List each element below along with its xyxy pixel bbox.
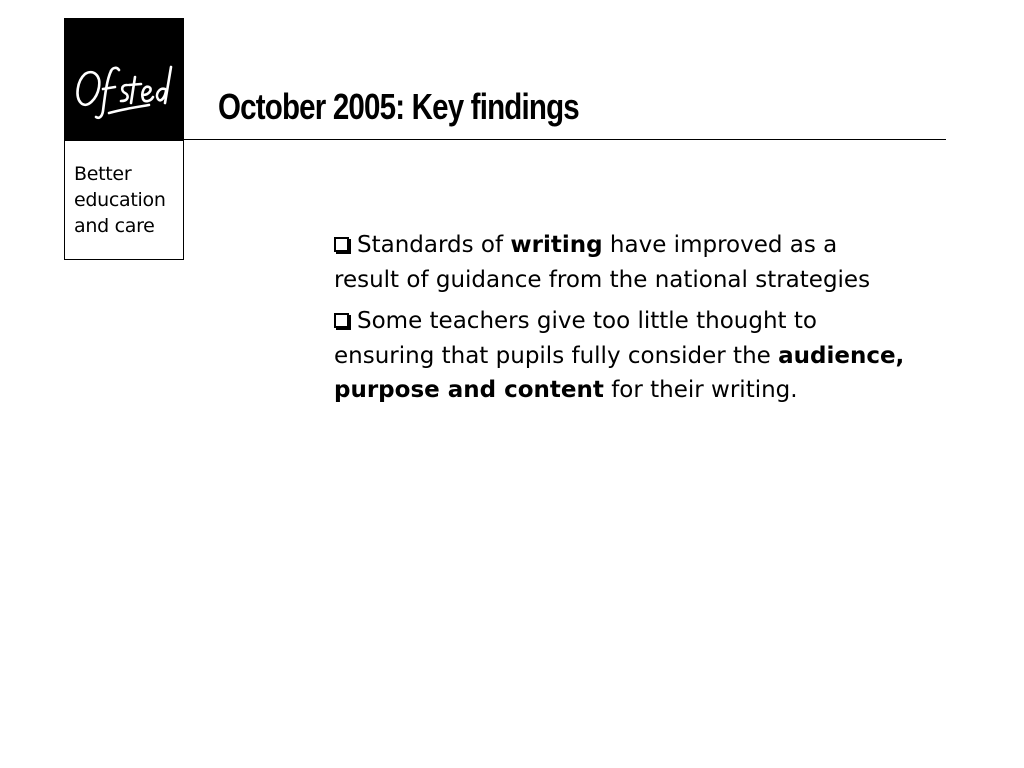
- logo-tagline-line: education: [74, 189, 166, 211]
- checkbox-square-icon: [334, 313, 349, 328]
- bullet-text: Standards of: [357, 232, 511, 258]
- ofsted-logo: [64, 18, 184, 260]
- bullet-item: [334, 228, 909, 297]
- bullet-list: [334, 228, 909, 415]
- bullet-text: for their writing.: [603, 377, 798, 403]
- slide-title: October 2005: Key findings: [218, 86, 579, 127]
- logo-tagline-line: Better: [74, 163, 132, 185]
- ofsted-wordmark-icon: [65, 19, 183, 141]
- bullet-emphasis: writing: [510, 232, 603, 258]
- bullet-text: Some teachers give too little thought to ensuring that pupils fully consider the: [334, 308, 817, 369]
- logo-tagline-line: and care: [74, 215, 155, 237]
- logo-tagline: [65, 141, 183, 239]
- logo-wordmark-block: [65, 19, 183, 141]
- bullet-emphasis: audience, purpose and content: [334, 342, 905, 403]
- bullet-text: have improved as a result of guidance from the national strategies: [334, 232, 871, 293]
- title-divider: [184, 139, 946, 140]
- checkbox-square-icon: [334, 237, 349, 252]
- bullet-item: [334, 304, 909, 408]
